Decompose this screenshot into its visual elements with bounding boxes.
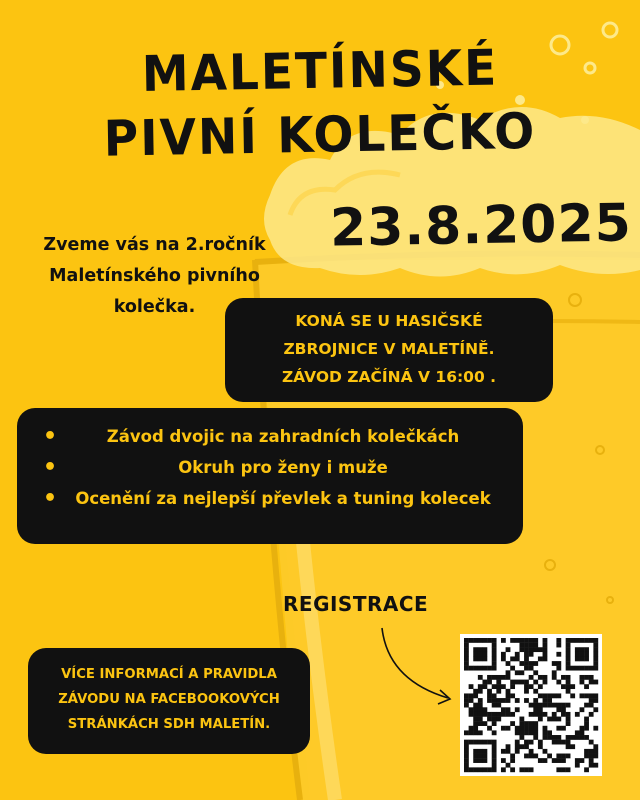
bullet-icon: •: [43, 455, 58, 480]
feature-text: Okruh pro ženy i muže: [178, 458, 388, 477]
info-line: ZÁVODU NA FACEBOOKOVÝCH: [58, 692, 280, 707]
venue-box: [225, 298, 553, 402]
bullet-icon: •: [43, 486, 58, 511]
intro-text: Zveme vás na 2.ročník Maletínského pivního kolečka.: [43, 235, 266, 317]
info-line: STRÁNKÁCH SDH MALETÍN.: [67, 717, 271, 732]
registration-label: REGISTRACE: [283, 592, 429, 616]
feature-item: [17, 483, 523, 514]
feature-text: Závod dvojic na zahradních kolečkách: [106, 427, 460, 446]
qr-code-icon[interactable]: [460, 634, 602, 776]
info-box: [28, 648, 310, 754]
title-line-2: PIVNÍ KOLEČKO: [103, 102, 537, 169]
feature-item: [17, 421, 523, 452]
features-box: [17, 408, 523, 544]
event-date: 23.8.2025: [329, 193, 633, 259]
feature-text: Ocenění za nejlepší převlek a tuning kolecek: [75, 489, 491, 508]
bullet-icon: •: [43, 424, 58, 449]
info-line: VÍCE INFORMACÍ A PRAVIDLA: [61, 667, 277, 682]
title-line-1: MALETÍNSKÉ: [141, 39, 499, 104]
feature-item: [17, 452, 523, 483]
venue-line: ZBROJNICE V MALETÍNĚ.: [283, 340, 495, 358]
venue-line: ZÁVOD ZAČÍNÁ V 16:00 .: [281, 368, 497, 386]
venue-line: KONÁ SE U HASIČSKÉ: [295, 312, 483, 330]
